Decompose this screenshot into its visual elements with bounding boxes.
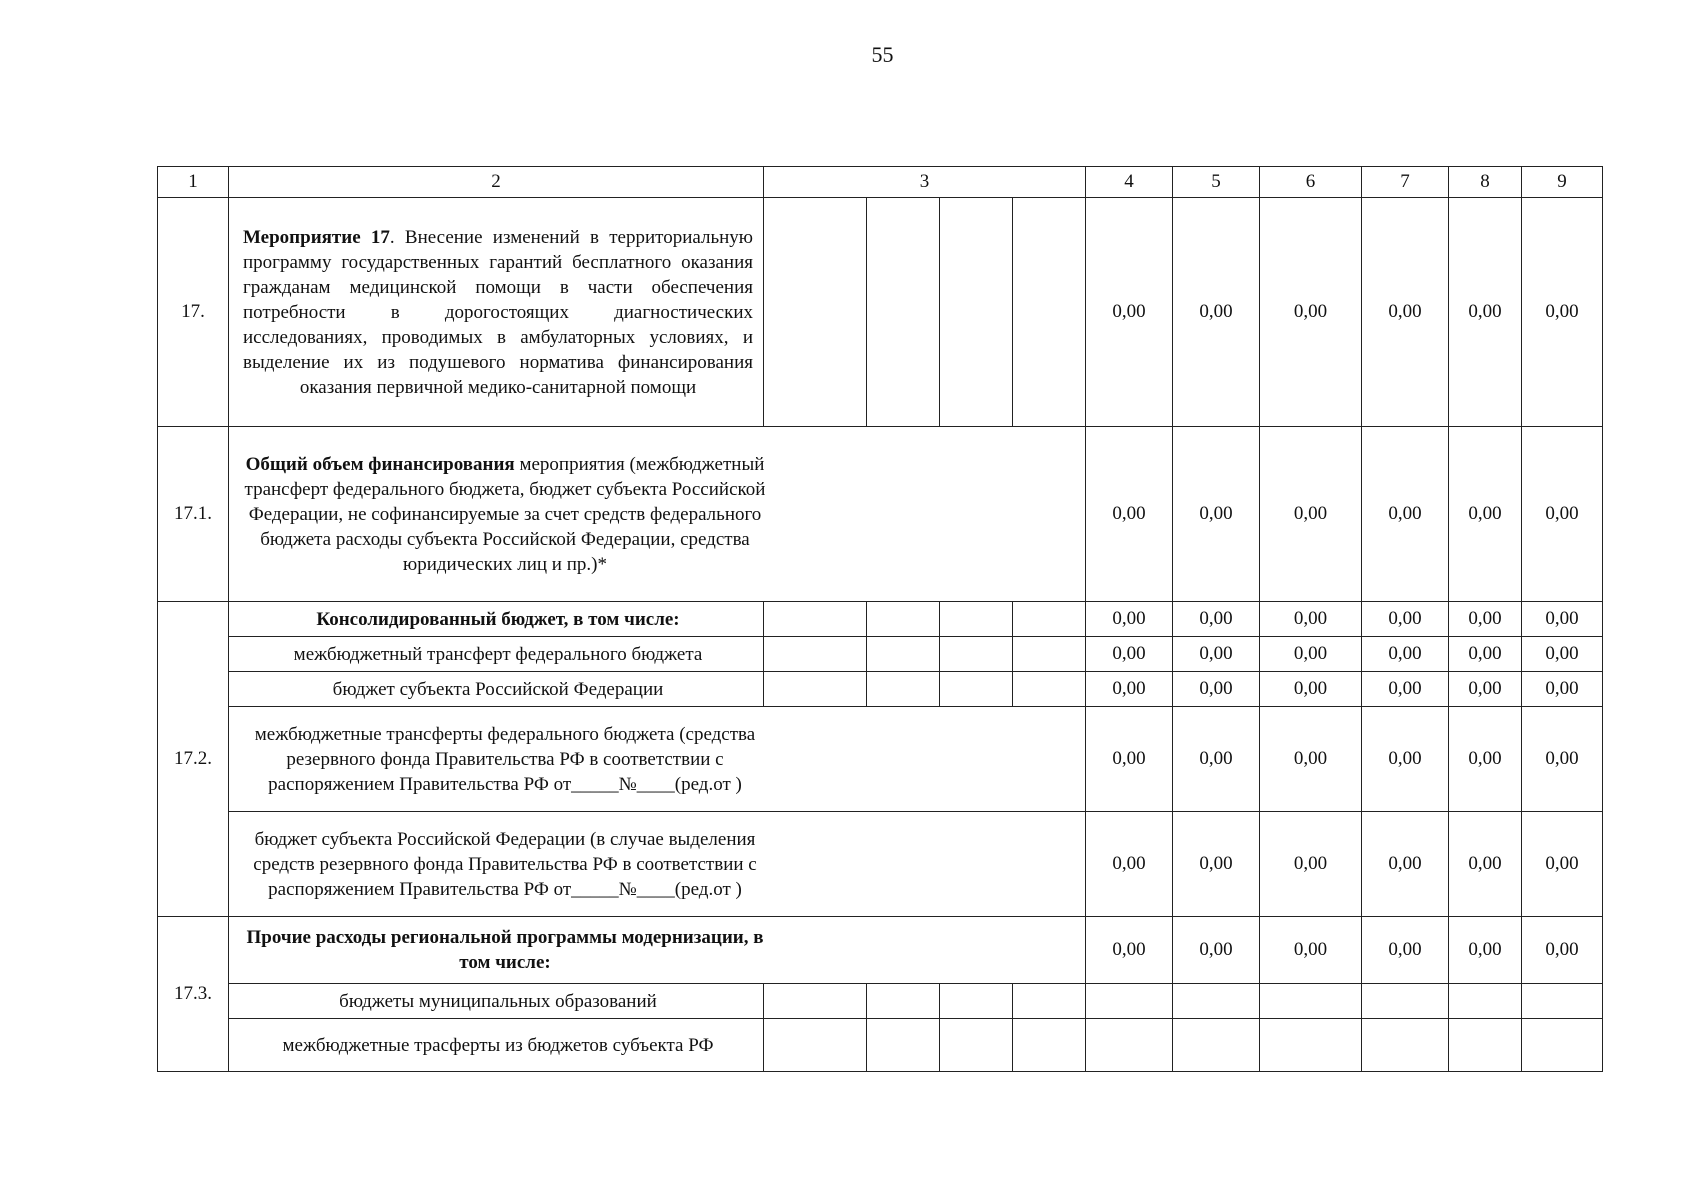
- empty-cell: [867, 602, 940, 637]
- value-cell: 0,00: [1260, 917, 1362, 984]
- table-row: [158, 672, 1603, 707]
- row-description: межбюджетные трасферты из бюджетов субъекта РФ: [229, 1019, 764, 1072]
- row-description-bold: Прочие расходы региональной программы модернизации, в том числе:: [246, 927, 764, 973]
- row-description: [229, 917, 1086, 984]
- empty-cell: [867, 1019, 940, 1072]
- row-description: [229, 602, 764, 637]
- value-cell: [1086, 1019, 1173, 1072]
- row-description-bold: Консолидированный бюджет, в том числе:: [316, 608, 680, 630]
- value-cell: 0,00: [1260, 812, 1362, 917]
- value-cell: 0,00: [1086, 672, 1173, 707]
- value-cell: 0,00: [1086, 198, 1173, 427]
- table-row: [158, 198, 1603, 427]
- value-cell: 0,00: [1173, 637, 1260, 672]
- empty-cell: [940, 672, 1013, 707]
- header-cell: 7: [1362, 167, 1449, 198]
- value-cell: 0,00: [1522, 637, 1603, 672]
- row-description: [229, 198, 764, 427]
- empty-cell: [764, 637, 867, 672]
- value-cell: 0,00: [1362, 198, 1449, 427]
- empty-cell: [764, 1019, 867, 1072]
- value-cell: 0,00: [1449, 602, 1522, 637]
- value-cell: [1362, 984, 1449, 1019]
- value-cell: 0,00: [1260, 637, 1362, 672]
- value-cell: 0,00: [1086, 602, 1173, 637]
- header-cell: 4: [1086, 167, 1173, 198]
- row-number: 17.: [158, 198, 229, 427]
- header-cell: 2: [229, 167, 764, 198]
- value-cell: 0,00: [1173, 602, 1260, 637]
- value-cell: [1449, 1019, 1522, 1072]
- value-cell: 0,00: [1086, 917, 1173, 984]
- value-cell: 0,00: [1086, 637, 1173, 672]
- value-cell: 0,00: [1449, 812, 1522, 917]
- value-cell: [1449, 984, 1522, 1019]
- empty-cell: [867, 637, 940, 672]
- value-cell: 0,00: [1362, 812, 1449, 917]
- value-cell: 0,00: [1260, 198, 1362, 427]
- table-row: [158, 602, 1603, 637]
- value-cell: [1522, 1019, 1603, 1072]
- empty-cell: [867, 672, 940, 707]
- row-description-text: . Внесение изменений в территориальную программу государственных гарантий бесплатного оказания гражданам медицинской помощи в части обеспечения потребности в дорогостоящих диагностических исследованиях, проводимых в амбулаторных условиях, и выделение их из подушевого норматива финансирования оказания первичной медико-санитарной помощи: [243, 226, 753, 398]
- empty-cell: [867, 198, 940, 427]
- value-cell: 0,00: [1522, 812, 1603, 917]
- value-cell: 0,00: [1362, 917, 1449, 984]
- table-row: [158, 427, 1603, 602]
- value-cell: 0,00: [1522, 917, 1603, 984]
- value-cell: 0,00: [1449, 637, 1522, 672]
- row-description: бюджет субъекта Российской Федерации (в случае выделения средств резервного фонда Правительства РФ в соответствии с распоряжением Правительства РФ от_____№____(ред.от ): [229, 812, 1086, 917]
- page-number: 55: [871, 42, 894, 67]
- table-row: [158, 812, 1603, 917]
- header-cell: 5: [1173, 167, 1260, 198]
- row-description: бюджеты муниципальных образований: [229, 984, 764, 1019]
- header-cell: 8: [1449, 167, 1522, 198]
- value-cell: 0,00: [1173, 672, 1260, 707]
- row-description-bold: Мероприятие 17: [243, 226, 390, 248]
- header-cell: 9: [1522, 167, 1603, 198]
- table-row: [158, 984, 1603, 1019]
- empty-cell: [940, 984, 1013, 1019]
- header-cell: 3: [764, 167, 1086, 198]
- value-cell: 0,00: [1362, 672, 1449, 707]
- value-cell: 0,00: [1449, 198, 1522, 427]
- value-cell: [1362, 1019, 1449, 1072]
- value-cell: 0,00: [1522, 602, 1603, 637]
- value-cell: [1260, 1019, 1362, 1072]
- value-cell: [1173, 984, 1260, 1019]
- value-cell: 0,00: [1260, 672, 1362, 707]
- row-number: 17.2.: [158, 602, 229, 917]
- value-cell: 0,00: [1522, 427, 1603, 602]
- empty-cell: [1013, 1019, 1086, 1072]
- empty-cell: [940, 637, 1013, 672]
- row-description: межбюджетные трансферты федерального бюджета (средства резервного фонда Правительства РФ в соответствии с распоряжением Правительства РФ от_____№____(ред.от ): [229, 707, 1086, 812]
- value-cell: 0,00: [1449, 672, 1522, 707]
- value-cell: 0,00: [1362, 427, 1449, 602]
- row-description: межбюджетный трансферт федерального бюджета: [229, 637, 764, 672]
- value-cell: [1173, 1019, 1260, 1072]
- value-cell: 0,00: [1086, 812, 1173, 917]
- value-cell: 0,00: [1260, 427, 1362, 602]
- value-cell: 0,00: [1362, 707, 1449, 812]
- value-cell: 0,00: [1449, 917, 1522, 984]
- value-cell: 0,00: [1173, 198, 1260, 427]
- value-cell: [1086, 984, 1173, 1019]
- value-cell: 0,00: [1260, 707, 1362, 812]
- empty-cell: [940, 198, 1013, 427]
- table-row: [158, 917, 1603, 984]
- empty-cell: [1013, 198, 1086, 427]
- value-cell: [1522, 984, 1603, 1019]
- row-description: [229, 427, 1086, 602]
- row-number: 17.3.: [158, 917, 229, 1072]
- header-row: [158, 167, 1603, 198]
- row-description-bold: Общий объем финансирования: [245, 453, 515, 475]
- value-cell: 0,00: [1449, 707, 1522, 812]
- empty-cell: [764, 672, 867, 707]
- value-cell: 0,00: [1260, 602, 1362, 637]
- empty-cell: [1013, 637, 1086, 672]
- value-cell: [1260, 984, 1362, 1019]
- value-cell: 0,00: [1449, 427, 1522, 602]
- financing-table: [157, 166, 1603, 1072]
- empty-cell: [764, 602, 867, 637]
- value-cell: 0,00: [1522, 672, 1603, 707]
- header-cell: 1: [158, 167, 229, 198]
- table-row: [158, 637, 1603, 672]
- table-row: [158, 1019, 1603, 1072]
- value-cell: 0,00: [1522, 707, 1603, 812]
- value-cell: 0,00: [1522, 198, 1603, 427]
- header-cell: 6: [1260, 167, 1362, 198]
- value-cell: 0,00: [1173, 917, 1260, 984]
- empty-cell: [940, 602, 1013, 637]
- value-cell: 0,00: [1086, 427, 1173, 602]
- empty-cell: [764, 198, 867, 427]
- empty-cell: [867, 984, 940, 1019]
- row-description-text: мероприятия (межбюджетный трансферт федерального бюджета, бюджет субъекта Российской Федерации, не софинансируемые за счет средств федерального бюджета расходы субъекта Российской Федерации, средства юридических лиц и пр.)*: [244, 453, 766, 575]
- value-cell: 0,00: [1173, 707, 1260, 812]
- value-cell: 0,00: [1173, 427, 1260, 602]
- empty-cell: [1013, 602, 1086, 637]
- value-cell: 0,00: [1362, 602, 1449, 637]
- empty-cell: [940, 1019, 1013, 1072]
- row-description: бюджет субъекта Российской Федерации: [229, 672, 764, 707]
- row-number: 17.1.: [158, 427, 229, 602]
- empty-cell: [764, 984, 867, 1019]
- value-cell: 0,00: [1173, 812, 1260, 917]
- value-cell: 0,00: [1086, 707, 1173, 812]
- empty-cell: [1013, 672, 1086, 707]
- table-row: [158, 707, 1603, 812]
- empty-cell: [1013, 984, 1086, 1019]
- value-cell: 0,00: [1362, 637, 1449, 672]
